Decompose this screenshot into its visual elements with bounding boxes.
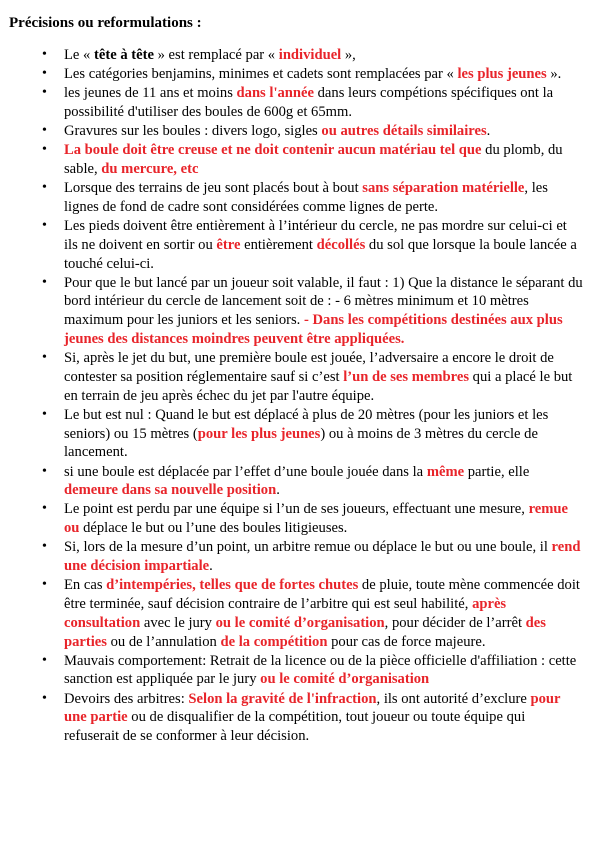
highlighted-text: même: [426, 463, 465, 480]
bullet-icon: •: [42, 66, 47, 82]
list-item: [42, 179, 583, 217]
highlighted-text: ou le comité d’organisation: [260, 671, 430, 688]
highlighted-text: La boule doit être creuse et ne doit contenir aucun matériau tel que: [64, 142, 482, 159]
bullet-icon: •: [42, 577, 47, 593]
body-text: Lorsque des terrains de jeu sont placés bout à bout: [64, 180, 363, 197]
body-text: partie, elle: [464, 463, 530, 480]
highlighted-text: pour les plus jeunes: [197, 425, 321, 442]
body-text: »,: [341, 47, 356, 63]
list-item: [42, 463, 583, 501]
highlighted-text: Selon la gravité de l'infraction: [188, 690, 377, 707]
body-text: , pour décider de l’arrêt: [384, 614, 526, 631]
body-text: dans leurs compétions spécifiques ont la possibilité d'utiliser des boules de 600g et 65mm.: [64, 85, 554, 120]
body-text: , les lignes de fond de cadre sont considérées comme lignes de perte.: [64, 180, 548, 215]
highlighted-text: ou autres détails similaires: [321, 123, 487, 140]
bullet-icon: •: [42, 652, 47, 668]
body-text: ) ou à moins de 3 mètres du cercle de lancement.: [64, 425, 538, 461]
body-text: Les catégories benjamins, minimes et cadets sont remplacées par «: [64, 66, 458, 83]
bullet-icon: •: [42, 501, 47, 517]
body-text: si une boule est déplacée par l’effet d’une boule jouée dans la: [64, 463, 427, 480]
bold-text: tête à tête: [94, 47, 154, 63]
bullet-icon: •: [42, 274, 47, 290]
highlighted-text: les plus jeunes: [457, 66, 547, 83]
bullet-icon: •: [42, 350, 47, 366]
list-item: [42, 84, 583, 122]
bullet-icon: •: [42, 463, 47, 479]
highlighted-text: des parties: [64, 614, 546, 650]
highlighted-text: individuel: [278, 47, 342, 63]
highlighted-text: être: [216, 236, 241, 253]
highlighted-text: ou le comité d’organisation: [215, 614, 385, 631]
body-text: entièrement: [240, 236, 317, 253]
body-text: Devoirs des arbitres:: [64, 690, 189, 707]
body-text: de pluie, toute mène commencée doit être terminée, sauf décision contraire de l’arbitre qui est seul habilité,: [64, 577, 580, 612]
list-item: [42, 46, 583, 65]
body-text: ou de disqualifier de la compétition, tout joueur ou toute équipe qui refuserait de se conformer à leur décision.: [64, 709, 526, 745]
list-item: [42, 65, 583, 84]
highlighted-text: décollés: [316, 236, 366, 253]
bullet-icon: •: [42, 47, 47, 62]
body-text: qui a placé le but en terrain de jeu après échec du jet par l'autre équipe.: [64, 368, 573, 404]
body-text: pour cas de force majeure.: [327, 633, 486, 650]
body-text: .: [209, 558, 213, 575]
body-text: Pour que le but lancé par un joueur soit valable, il faut : 1) Que la distance le séparant du bord intérieur du cercle de lancement soit de : - 6 mètres minimum et 10 mètres maximum pour les juniors et les seniors.: [64, 274, 583, 329]
body-text: Le «: [64, 47, 94, 63]
highlighted-text: sans séparation matérielle: [362, 180, 525, 197]
body-text: , ils ont autorité d’exclure: [376, 690, 531, 707]
bullet-icon: •: [42, 217, 47, 233]
highlighted-text: demeure dans sa nouvelle position: [64, 482, 277, 499]
bullet-icon: •: [42, 142, 47, 158]
body-text: déplace le but ou l’une des boules litigieuses.: [79, 520, 348, 537]
highlighted-text: l’un de ses membres: [343, 368, 470, 385]
list-item: [42, 690, 583, 746]
body-text: .: [276, 482, 280, 499]
highlighted-text: dans l'année: [236, 85, 314, 102]
list-item: [42, 274, 583, 349]
list-item: [42, 141, 583, 179]
list-item: [42, 576, 583, 651]
body-text: du plomb, du sable,: [64, 142, 563, 177]
highlighted-text: du mercure, etc: [101, 160, 199, 177]
list-item: [42, 217, 583, 273]
body-text: En cas: [64, 577, 107, 594]
body-text: Si, après le jet du but, une première boule est jouée, l’adversaire a encore le droit de contester sa position réglementaire sauf si c’est: [64, 350, 554, 385]
body-text: du sol que lorsque la boule lancée a touché celui-ci.: [64, 236, 577, 272]
highlighted-text: après consultation: [64, 595, 507, 631]
body-text: Le point est perdu par une équipe si l’un de ses joueurs, effectuant une mesure,: [64, 501, 529, 518]
highlighted-text: d’intempéries, telles que de fortes chutes: [106, 577, 359, 594]
highlighted-text: rend une décision impartiale: [64, 539, 581, 575]
highlighted-text: pour une partie: [64, 690, 561, 726]
bullet-icon: •: [42, 180, 47, 196]
bullet-icon: •: [42, 539, 47, 555]
rules-list: [9, 46, 583, 746]
body-text: Si, lors de la mesure d’un point, un arbitre remue ou déplace le but ou une boule, il: [64, 539, 552, 556]
list-item: [42, 406, 583, 462]
body-text: avec le jury: [140, 614, 216, 631]
highlighted-text: de la compétition: [220, 633, 328, 650]
highlighted-text: - Dans les compétitions destinées aux plus jeunes des distances moindres peuvent être appliquées.: [64, 312, 563, 348]
list-item: [42, 652, 583, 690]
body-text: Les pieds doivent être entièrement à l’intérieur du cercle, ne pas mordre sur celui-ci et ils ne doivent en sortir ou: [64, 217, 567, 253]
list-item: [42, 500, 583, 538]
body-text: les jeunes de 11 ans et moins: [64, 85, 237, 102]
body-text: .: [486, 123, 491, 140]
body-text: Le but est nul : Quand le but est déplacé à plus de 20 mètres (pour les juniors et les seniors) ou 15 mètres (: [64, 406, 549, 442]
body-text: » est remplacé par «: [153, 47, 279, 63]
body-text: Mauvais comportement: Retrait de la licence ou de la pièce officielle d'affiliation : cette sanction est appliquée par le jury: [64, 652, 577, 688]
bullet-icon: •: [42, 123, 47, 139]
list-item: [42, 349, 583, 405]
bullet-icon: •: [42, 690, 47, 706]
list-item: [42, 122, 583, 141]
body-text: ou de l’annulation: [106, 633, 221, 650]
body-text: ».: [546, 66, 562, 83]
list-item: [42, 538, 583, 576]
highlighted-text: remue ou: [64, 501, 569, 537]
page-title: Précisions ou reformulations :: [9, 15, 202, 31]
body-text: Gravures sur les boules : divers logo, sigles: [64, 123, 322, 140]
bullet-icon: •: [42, 85, 47, 101]
bullet-icon: •: [42, 406, 47, 422]
